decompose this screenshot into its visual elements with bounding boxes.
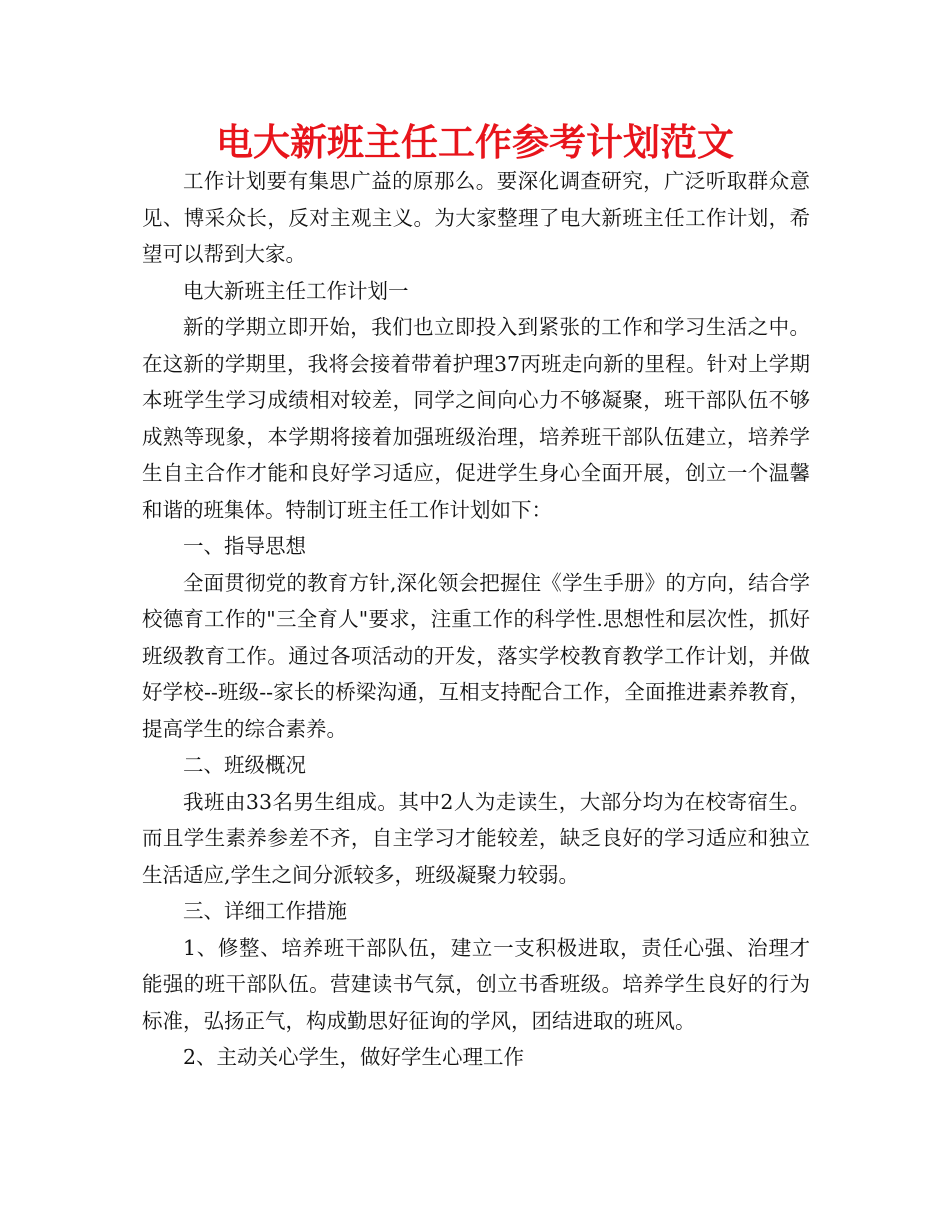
section-heading-guiding-thought: 一、指导思想 (183, 534, 306, 558)
section-heading-plan-one: 电大新班主任工作计划一 (183, 278, 409, 303)
paragraph-guiding-thought: 全面贯彻党的教育方针,深化领会把握住《学生手册》的方向，结合学校德育工作的"三全育人"要求，注重工作的科学性.思想性和层次性，抓好班级教育工作。通过各项活动的开发，落实学校教育教学工作计划，并做好学校--班级--家长的桥梁沟通，互相支持配合工作，全面推进素养教育，提高学生的综合素养。 (142, 570, 810, 741)
section-heading-measures: 三、详细工作措施 (183, 899, 347, 923)
paragraph-semester: 新的学期立即开始，我们也立即投入到紧张的工作和学习生活之中。在这新的学期里，我将会接着带着护理37丙班走向新的里程。针对上学期本班学生学习成绩相对较差，同学之间向心力不够凝聚，班干部队伍不够成熟等现象，本学期将接着加强班级治理，培养班干部队伍建立，培养学生自主合作才能和良好学习适应，促进学生身心全面开展，创立一个温馨和谐的班集体。特制订班主任工作计划如下： (142, 315, 810, 522)
section-heading-class-overview: 二、班级概况 (183, 753, 306, 777)
paragraph-class-overview: 我班由33名男生组成。其中2人为走读生，大部分均为在校寄宿生。而且学生素养参差不齐，自主学习才能较差，缺乏良好的学习适应和独立生活适应,学生之间分派较多，班级凝聚力较弱。 (142, 789, 810, 887)
paragraph-measure-2: 2、主动关心学生，做好学生心理工作 (183, 1045, 525, 1069)
paragraph-measure-1: 1、修整、培养班干部队伍，建立一支积极进取，责任心强、治理才能强的班干部队伍。营建读书气氛，创立书香班级。培养学生良好的行为标准，弘扬正气，构成勤思好征询的学风，团结进取的班风。 (142, 935, 810, 1033)
document-body (142, 163, 810, 1076)
document-title: 电大新班主任工作参考计划范文 (216, 121, 734, 164)
paragraph-intro: 工作计划要有集思广益的原那么。要深化调查研究，广泛听取群众意见、博采众长，反对主观主义。为大家整理了电大新班主任工作计划，希望可以帮到大家。 (142, 169, 810, 266)
